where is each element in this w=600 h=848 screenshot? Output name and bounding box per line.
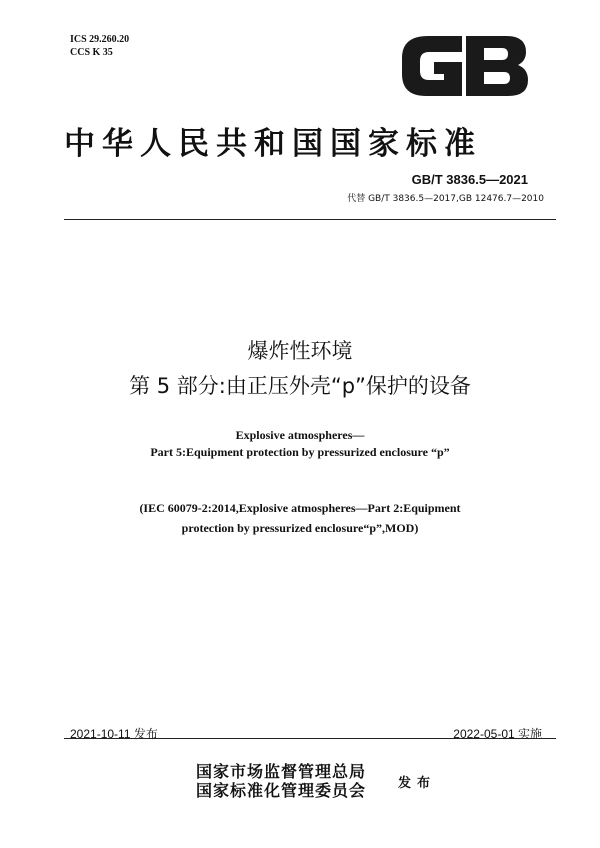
bottom-divider — [64, 738, 556, 739]
ccs-code: CCS K 35 — [70, 47, 113, 58]
english-title-line-2: Part 5:Equipment protection by pressurized enclosure “p” — [150, 445, 450, 459]
standard-type-title: 中华人民共和国国家标准 — [64, 126, 482, 162]
english-title — [0, 427, 600, 461]
chinese-title-line-1: 爆炸性环境 — [247, 339, 353, 363]
implementation-date: 2022-05-01 实施 — [453, 727, 542, 741]
issuer-sac: 国家标准化管理委员会 — [196, 781, 367, 800]
ics-code: ICS 29.260.20 — [70, 34, 130, 45]
chinese-title-line-2: 第 5 部分:由正压外壳“p”保护的设备 — [129, 374, 471, 398]
gb-logo — [398, 34, 530, 98]
iec-reference-line-2: protection by pressurized enclosure“p”,MOD) — [181, 521, 419, 535]
standard-number: GB/T 3836.5—2021 — [411, 172, 528, 187]
iec-reference — [0, 498, 600, 538]
publish-label: 发布 — [398, 776, 437, 791]
english-title-line-1: Explosive atmospheres— — [235, 428, 365, 442]
issuing-authorities — [196, 762, 366, 800]
top-divider — [64, 219, 556, 220]
classification-codes — [70, 33, 129, 59]
issue-date: 2021-10-11 发布 — [70, 727, 158, 741]
issuer-samr: 国家市场监督管理总局 — [196, 762, 367, 781]
iec-reference-line-1: (IEC 60079-2:2014,Explosive atmospheres—Part 2:Equipment — [139, 501, 461, 515]
replaces-standards: 代替 GB/T 3836.5—2017,GB 12476.7—2010 — [347, 194, 544, 204]
